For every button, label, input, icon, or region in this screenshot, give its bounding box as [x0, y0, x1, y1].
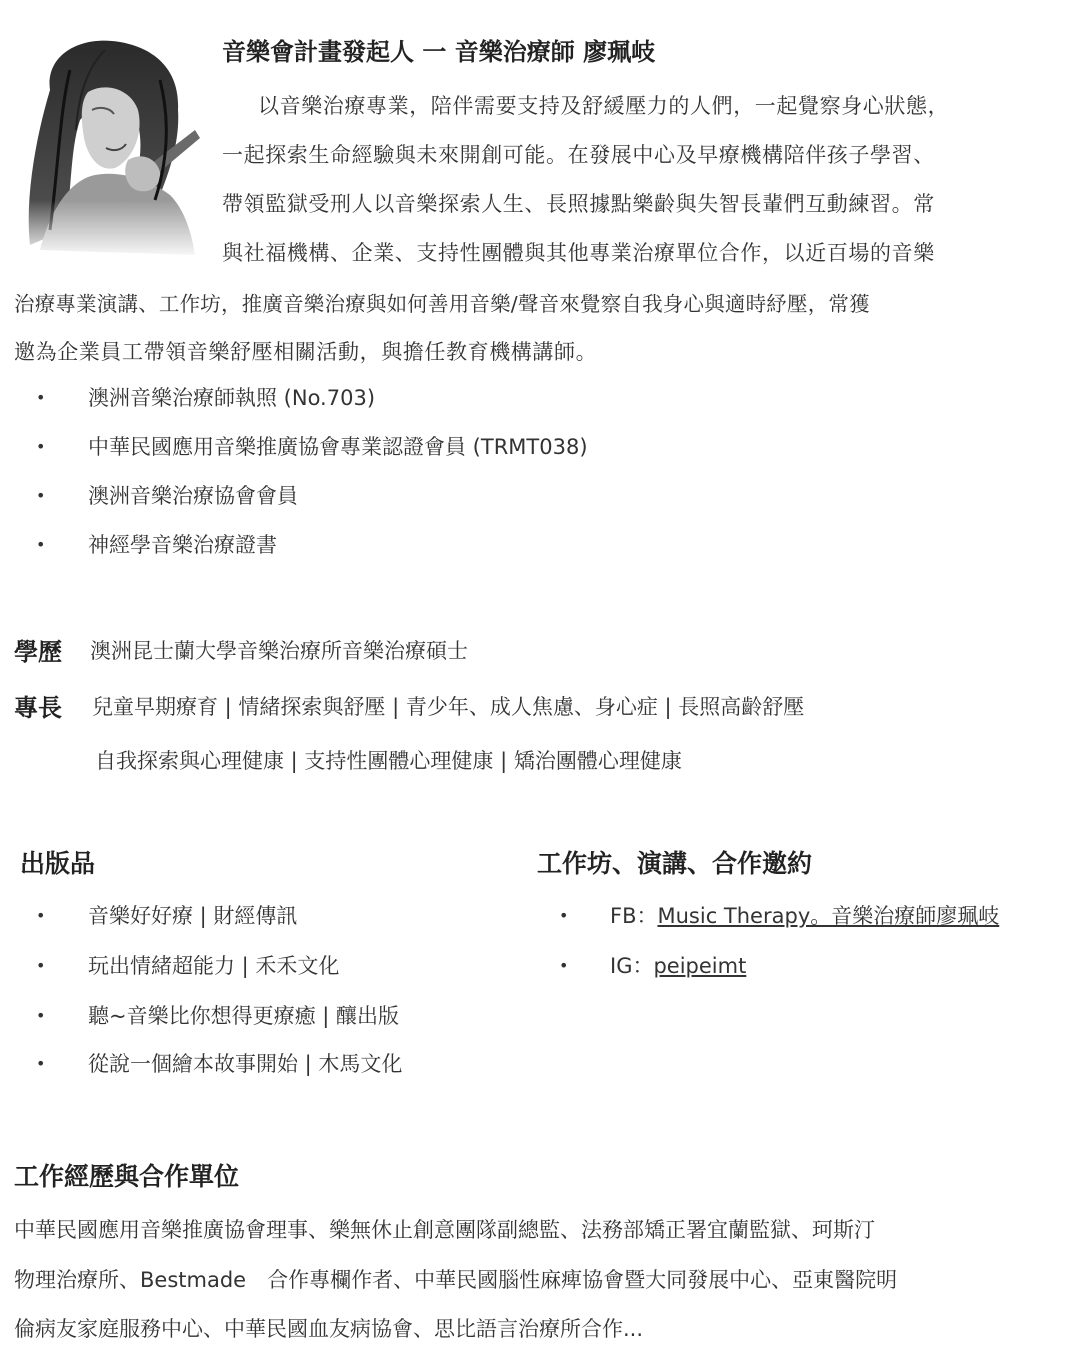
publication-text: 從說一個繪本故事開始 | 木馬文化: [88, 1052, 403, 1076]
education-text: 澳洲昆士蘭大學音樂治療所音樂治療碩士: [90, 639, 468, 663]
experience-line-3: 倫病友家庭服務中心、中華民國血友病協會、思比語言治療所合作...: [14, 1317, 644, 1341]
bio-line-1: 以音樂治療專業，陪伴需要支持及舒緩壓力的人們，一起覺察身心狀態，: [258, 94, 950, 118]
bullet-icon: •: [36, 1006, 46, 1025]
bullet-icon: •: [36, 437, 46, 456]
bullet-icon: •: [36, 956, 46, 975]
contact-list: [537, 901, 1067, 1001]
bullet-icon: •: [559, 906, 569, 925]
ig-row: [610, 951, 746, 981]
credential-text: 神經學音樂治療證書: [88, 533, 277, 557]
bio-line-2: 一起探索生命經驗與未來開創可能。在發展中心及早療機構陪伴孩子學習、: [222, 143, 935, 167]
credential-text: 中華民國應用音樂推廣協會專業認證會員 (TRMT038): [88, 435, 588, 459]
publications-heading: 出版品: [20, 849, 96, 878]
credential-text: 澳洲音樂治療協會會員: [88, 484, 298, 508]
experience-heading: 工作經歷與合作單位: [14, 1162, 240, 1191]
ig-link[interactable]: peipeimt: [653, 954, 747, 978]
bio-line-4: 與社福機構、企業、支持性團體與其他專業治療單位合作，以近百場的音樂: [222, 241, 935, 265]
experience-line-1: 中華民國應用音樂推廣協會理事、樂無休止創意團隊副總監、法務部矯正署宜蘭監獄、珂斯汀: [14, 1218, 875, 1242]
publication-text: 音樂好好療 | 財經傳訊: [88, 904, 298, 928]
fb-link[interactable]: Music Therapy。音樂治療師廖珮岐: [657, 904, 1000, 928]
bullet-icon: •: [559, 956, 569, 975]
credentials-list: [0, 383, 1073, 583]
fb-row: [610, 901, 999, 931]
bullet-icon: •: [36, 1054, 46, 1073]
specialty-label: 專長: [14, 694, 62, 722]
specialty-line-2: 自我探索與心理健康 | 支持性團體心理健康 | 矯治團體心理健康: [95, 749, 682, 773]
experience-line-2: 物理治療所、Bestmade 合作專欄作者、中華民國腦性麻痺協會暨大同發展中心、亞東醫院明: [14, 1268, 898, 1292]
therapist-portrait-illustration: [10, 30, 200, 260]
page-title: 音樂會計畫發起人 一 音樂治療師 廖珮岐: [222, 38, 656, 66]
contact-heading: 工作坊、演講、合作邀約: [537, 849, 813, 878]
specialty-line-1: 兒童早期療育 | 情緒探索與舒壓 | 青少年、成人焦慮、身心症 | 長照高齡舒壓: [92, 695, 805, 719]
fb-label: FB：: [610, 904, 658, 928]
credential-text: 澳洲音樂治療師執照 (No.703): [88, 386, 376, 410]
bio-line-6: 邀為企業員工帶領音樂舒壓相關活動，與擔任教育機構講師。: [14, 340, 598, 364]
bio-line-3: 帶領監獄受刑人以音樂探索人生、長照據點樂齡與失智長輩們互動練習。常: [222, 192, 935, 216]
bullet-icon: •: [36, 388, 46, 407]
publication-text: 玩出情緒超能力 | 禾禾文化: [88, 954, 340, 978]
publication-text: 聽~音樂比你想得更療癒 | 釀出版: [88, 1004, 400, 1028]
bio-line-5: 治療專業演講、工作坊，推廣音樂治療與如何善用音樂/聲音來覺察自我身心與適時紓壓，常獲: [14, 292, 870, 316]
bullet-icon: •: [36, 906, 46, 925]
publications-list: [0, 901, 520, 1101]
bullet-icon: •: [36, 486, 46, 505]
bullet-icon: •: [36, 535, 46, 554]
ig-label: IG：: [610, 954, 654, 978]
education-label: 學歷: [14, 638, 62, 666]
